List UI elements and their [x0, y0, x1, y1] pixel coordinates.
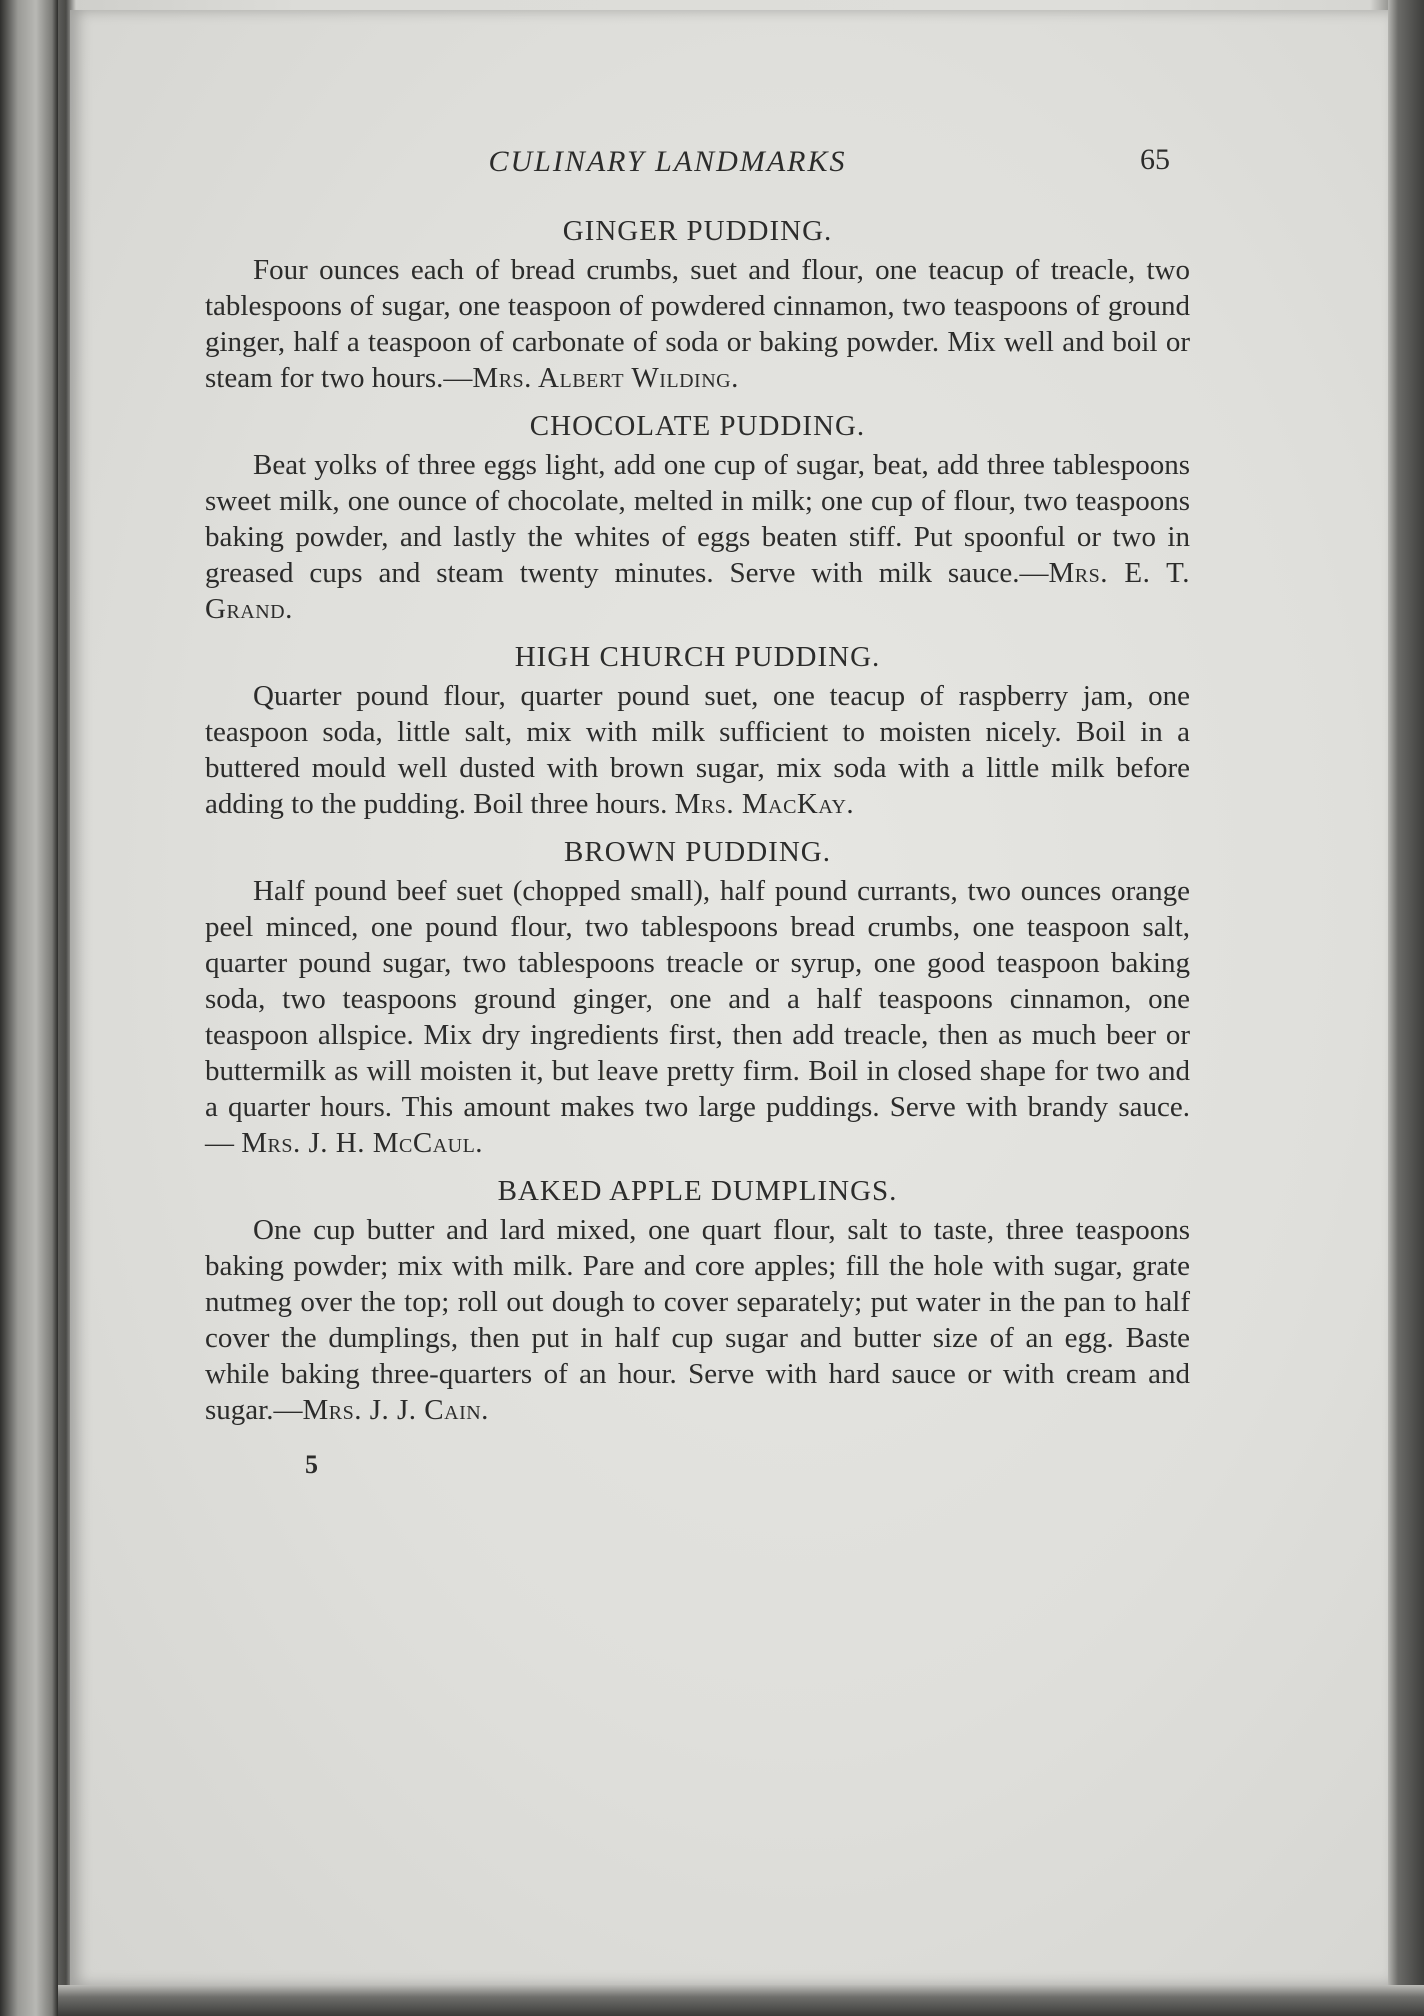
signature-mark: 5	[305, 1450, 318, 1479]
recipe-attribution: Mrs. MacKay.	[674, 788, 855, 820]
running-head	[205, 135, 1190, 195]
recipe-attribution: Mrs. Albert Wilding.	[472, 362, 739, 394]
recipe-attribution: Mrs. J. J. Cain.	[302, 1394, 489, 1426]
recipe-high-church-pudding	[205, 641, 1190, 822]
recipe-baked-apple-dumplings	[205, 1175, 1190, 1428]
recipe-body	[205, 1212, 1190, 1428]
bottom-page-edge	[58, 1985, 1424, 2016]
running-title: CULINARY LANDMARKS	[488, 145, 847, 178]
recipe-body	[205, 447, 1190, 627]
recipe-text: Beat yolks of three eggs light, add one cup of sugar, beat, add three tablespoons sweet milk, one ounce of chocolate, melted in milk; one cup of flour, two teaspoons baking powder, and lastly the whites of eggs beaten stiff. Put spoonful or two in greased cups and steam twenty minutes. Serve with milk sauce.—	[205, 449, 1190, 589]
recipe-chocolate-pudding	[205, 410, 1190, 627]
recipe-title: BAKED APPLE DUMPLINGS.	[497, 1175, 898, 1207]
recipe-ginger-pudding	[205, 215, 1190, 396]
recipe-attribution: Mrs. J. H. McCaul.	[241, 1127, 484, 1159]
recipe-attribution: Mrs. E. T. Grand.	[205, 557, 1190, 625]
recipe-text: One cup butter and lard mixed, one quart flour, salt to taste, three teaspoons baking powder; mix with milk. Pare and core apples; fill the hole with sugar, grate nutmeg over the top; roll out dough to cover separately; put water in the pan to half cover the dumplings, then put in half cup sugar and butter size of an egg. Baste while baking three-quarters of an hour. Serve with hard sauce or with cream and sugar.—	[205, 1214, 1190, 1426]
recipe-title: HIGH CHURCH PUDDING.	[514, 641, 881, 673]
right-page-edge	[1388, 0, 1424, 2016]
recipe-text: Quarter pound flour, quarter pound suet, one teacup of raspberry jam, one teaspoon soda, little salt, mix with milk sufficient to moisten nicely. Boil in a buttered mould well dusted with brown sugar, mix soda with a little milk before adding to the pudding. Boil three hours.	[205, 680, 1190, 820]
recipe-text: Half pound beef suet (chopped small), half pound currants, two ounces orange peel minced, one pound flour, two tablespoons bread crumbs, one teaspoon salt, quarter pound sugar, two tablespoons treacle or syrup, one good teaspoon baking soda, two teaspoons ground ginger, one and a half teaspoons cinnamon, one teaspoon allspice. Mix dry ingredients first, then add treacle, then as much beer or buttermilk as will moisten it, but leave pretty firm. Boil in closed shape for two and a quarter hours. This amount makes two large puddings. Serve with brandy sauce. —	[205, 875, 1190, 1159]
recipe-title: GINGER PUDDING.	[562, 215, 833, 247]
recipe-brown-pudding	[205, 836, 1190, 1161]
page-text	[205, 135, 1190, 1480]
recipe-body	[205, 678, 1190, 822]
recipe-title: CHOCOLATE PUDDING.	[529, 410, 866, 442]
recipe-body	[205, 873, 1190, 1161]
page-number: 65	[1140, 143, 1170, 176]
left-page-edge	[0, 0, 58, 2016]
recipe-title: BROWN PUDDING.	[564, 836, 831, 868]
recipe-body	[205, 252, 1190, 396]
recipe-text: Four ounces each of bread crumbs, suet and flour, one teacup of treacle, two tablespoons of sugar, one teaspoon of powdered cinnamon, two teaspoons of ground ginger, half a teaspoon of carbonate of soda or baking powder. Mix well and boil or steam for two hours.—	[205, 254, 1190, 394]
